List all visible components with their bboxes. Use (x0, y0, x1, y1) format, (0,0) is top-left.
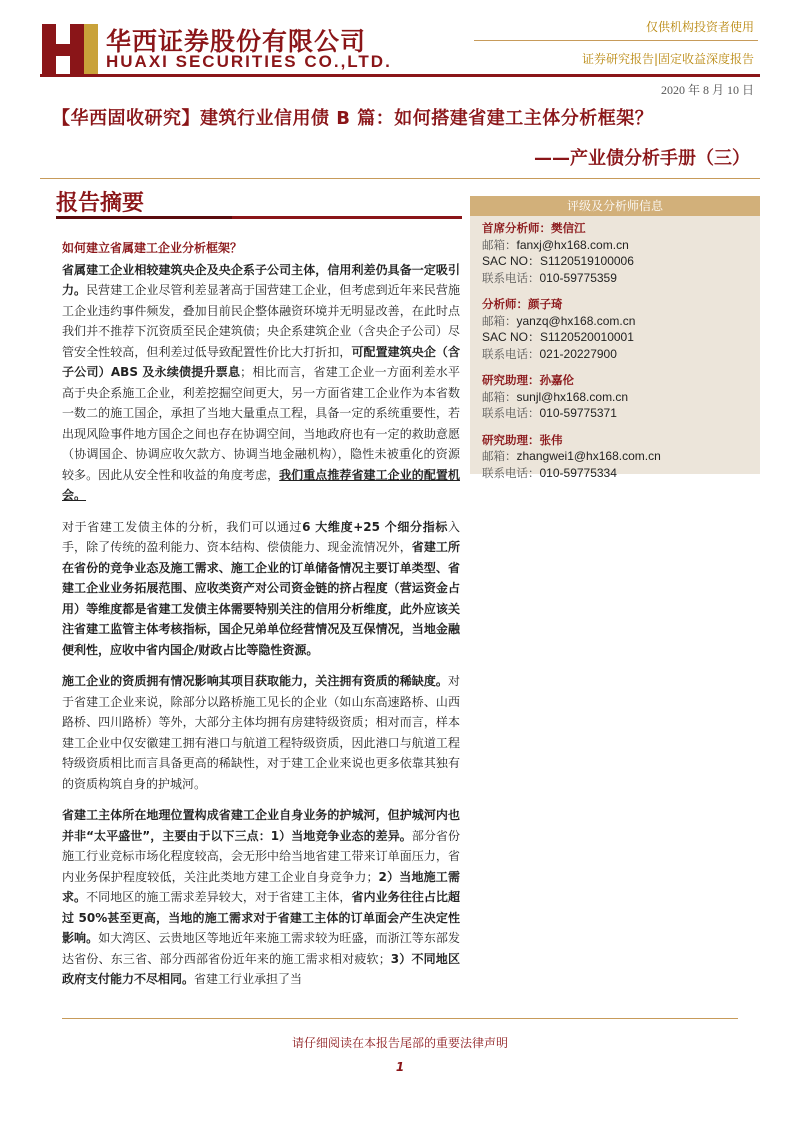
text-run: 省建工所在省份的竞争业态及施工需求、施工企业的订单储备情况主要订单类型、省建工企业业务拓展范围、应收类资产对公司资金链的挤占程度（营运资金占用）等维度都是省建工发债主体需要特别关注的信用分析维度，此外应该关注省建工监管主体考核指标，国企兄弟单位经营情况及互保情况，当地金融便利性，应收中省内国企/财政占比等隐性资源。 (62, 540, 460, 657)
sac-number: S1120519100006 (540, 254, 634, 268)
analyst-role: 研究助理：张伟 (482, 432, 563, 447)
text-run: 不同地区的施工需求差异较大，对于省建工主体， (86, 890, 352, 904)
analyst-list (482, 218, 752, 481)
phone-label: 联系电话： (482, 270, 540, 285)
sac-number: S1120520010001 (540, 330, 634, 344)
analyst-role: 分析师：颜子琦 (482, 297, 563, 311)
text-run: 入手，除了传统的盈利能力、资本结构、偿债能力、现金流情况外， (62, 519, 460, 554)
sac-label: SAC NO： (482, 254, 541, 268)
header-bar (40, 74, 760, 77)
analyst-entry (482, 432, 752, 482)
text-run: 省内业务往往占比超过 50%甚至更高，当地的施工需求对于省建工主体的订单面会产生决定性影响。 (62, 890, 460, 945)
phone-label: 联系电话： (482, 406, 540, 420)
text-run: 对于省建工企业来说，除部分以路桥施工见长的企业（如山东高速路桥、山西路桥、四川路桥）等外，大部分主体均拥有房建特级资质；相对而言，样本建工企业中仅安徽建工拥有港口与航道工程特级资质，因此港口与航道工程特级资质相比而言具备更高的稀缺性，对于建工企业来说也更多依靠其独有的资质构筑自身的护城河。 (62, 674, 460, 791)
company-name-cn: 华西证券股份有限公司 (106, 27, 367, 56)
title-divider (40, 178, 760, 179)
page-number: 1 (395, 1060, 405, 1074)
text-run: 6 大维度+25 个细分指标 (302, 519, 448, 534)
email-label: 邮箱： (482, 389, 517, 404)
text-run: 施工企业的资质拥有情况影响其项目获取能力，关注拥有资质的稀缺度。 (62, 674, 448, 688)
analyst-phone: 021-20227900 (539, 346, 617, 361)
email-label: 邮箱： (482, 313, 517, 328)
analyst-phone: 010-59775371 (539, 406, 617, 420)
report-type: 证券研究报告|固定收益深度报告 (581, 52, 754, 66)
analyst-box-title: 评级及分析师信息 (470, 196, 760, 216)
summary-body (62, 238, 460, 990)
paragraph-1 (62, 260, 460, 506)
text-run: 对于省建工发债主体的分析，我们可以通过 (62, 519, 303, 534)
report-subtitle: ——产业债分析手册（三） (534, 148, 750, 169)
text-run: 我们重点推荐省建工企业的配置机会。 (62, 467, 460, 502)
text-run: 部分省份施工行业竞标市场化程度较高，会无形中给当地省建工带来订单面压力，省内业务保护程度较低，关注此类地方建工企业自身竞争力； (62, 828, 460, 884)
analyst-entry (482, 372, 752, 422)
text-run: 省建工行业承担了当 (194, 972, 303, 986)
analyst-role: 研究助理：孙嘉伦 (482, 373, 574, 387)
text-run: 省建工主体所在地理位置构成省建工企业自身业务的护城河，但护城河内也并非“太平盛世”，主要由于以下三点：1）当地竞争业态的差异。 (62, 808, 460, 843)
legal-notice[interactable]: 请仔细阅读在本报告尾部的重要法律声明 (291, 1036, 508, 1050)
text-run: 3）不同地区政府支付能力不尽相同。 (62, 951, 460, 986)
analyst-phone: 010-59775334 (539, 465, 617, 480)
section-heading: 报告摘要 (56, 190, 145, 216)
report-date: 2020 年 8 月 10 日 (660, 83, 754, 97)
phone-label: 联系电话： (482, 346, 540, 361)
section-underline-accent (56, 216, 232, 219)
email-label: 邮箱： (482, 237, 517, 252)
paragraph-3 (62, 671, 460, 794)
footer-divider (62, 1018, 738, 1019)
framework-question: 如何建立省属建工企业分析框架？ (62, 241, 243, 255)
analyst-email[interactable]: yanzq@hx168.com.cn (516, 313, 636, 328)
header-divider (474, 40, 758, 41)
email-label: 邮箱： (482, 449, 517, 463)
analyst-entry (482, 296, 752, 362)
phone-label: 联系电话： (482, 465, 540, 480)
analyst-email[interactable]: zhangwei1@hx168.com.cn (516, 449, 661, 463)
analyst-role: 首席分析师：樊信江 (482, 221, 586, 235)
text-run: 可配置建筑央企（含子公司）ABS 及永续债提升票息 (62, 344, 460, 379)
sac-label: SAC NO： (482, 330, 541, 344)
paragraph-2 (62, 517, 460, 661)
audience-note: 仅供机构投资者使用 (645, 20, 754, 34)
paragraph-4 (62, 805, 460, 990)
report-title: 【华西固收研究】建筑行业信用债 B 篇：如何搭建省建工主体分析框架？ (52, 108, 654, 129)
analyst-email[interactable]: fanxj@hx168.com.cn (516, 237, 629, 252)
huaxi-logo-icon (40, 20, 100, 76)
analyst-email[interactable]: sunjl@hx168.com.cn (516, 389, 629, 404)
analyst-phone: 010-59775359 (539, 270, 617, 285)
analyst-entry (482, 220, 752, 286)
text-run: 2）当地施工需求。 (62, 869, 460, 904)
text-run: 民营建工企业尽管利差显著高于国营建工企业，但考虑到近年来民营施工企业违约事件频发，叠加目前民企整体融资环境并无明显改善，在此时点我们并不推荐下沉资质至民企建筑债；央企系建筑企业（含央企子公司）尽管安全性较高，但利差过低导致配置性价比大打折扣， (62, 283, 460, 359)
text-run: 如大湾区、云贵地区等地近年来施工需求较为旺盛，而浙江等东部发达省份、东三省、部分西部省份近年来的施工需求相对疲软； (62, 931, 460, 966)
company-name-en: HUAXI SECURITIES CO.,LTD. (106, 52, 392, 71)
text-run: ；相比而言，省建工企业一方面利差水平高于央企系施工企业，利差挖掘空间更大，另一方面省建工企业作为本省数一数二的施工国企，承担了当地大量重点工程，具备一定的系统重要性，若出现风险事件地方国企之间也存在协调空间，当地政府也有一定的救助意愿（协调国企、协调应收欠款方、协调当地金融机构），隐性未被重化的资源较多。因此从安全性和收益的角度考虑， (62, 365, 460, 482)
text-run: 省属建工企业相较建筑央企及央企系子公司主体，信用利差仍具备一定吸引力。 (62, 262, 460, 297)
